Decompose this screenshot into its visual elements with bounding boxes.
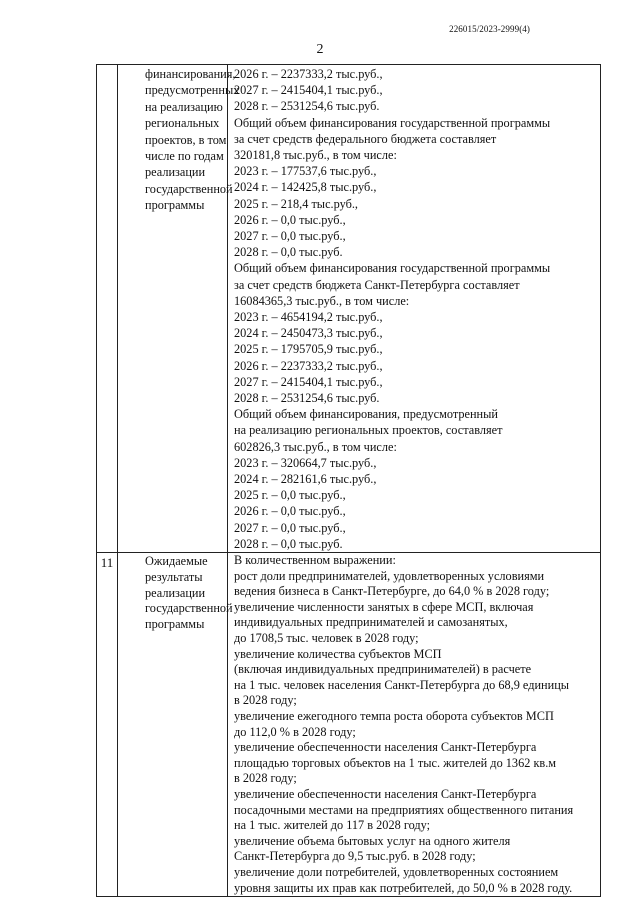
label-line: государственной [145,181,233,196]
label-line: предусмотренных [145,83,240,98]
row-content-text [228,65,600,552]
content-line: Общий объем финансирования, предусмотренный [234,407,498,422]
content-line: 2027 г. – 2415404,1 тыс.руб., [234,83,383,98]
content-line: ведения бизнеса в Санкт-Петербурге, до 64,0 % в 2028 году; [234,584,550,599]
row-label-text [118,65,240,214]
label-line: результаты [145,569,203,584]
content-line: увеличение численности занятых в сфере МСП, включая [234,599,534,614]
row-label-cell [118,65,240,553]
content-line: увеличение объема бытовых услуг на одного жителя [234,833,511,848]
content-line: площадью торговых объектов на 1 тыс. жителей до 1362 кв.м [234,755,557,770]
label-line: Ожидаемые [145,554,208,569]
label-line: финансирования, [145,67,236,81]
content-line: 320181,8 тыс.руб., в том числе: [234,148,397,163]
content-line: 2027 г. – 2415404,1 тыс.руб., [234,374,383,389]
content-line: 2024 г. – 142425,8 тыс.руб., [234,180,377,195]
content-line: уровня защиты их прав как потребителей, до 50,0 % в 2028 году. [234,880,573,895]
program-passport-table [96,64,601,897]
content-line: увеличение доли потребителей, удовлетворенных состоянием [234,864,559,879]
label-line: реализации [145,585,206,600]
content-line: 2028 г. – 2531254,6 тыс.руб. [234,391,380,406]
label-line: проектов, в том [145,132,227,147]
content-line: 2028 г. – 0,0 тыс.руб. [234,245,343,260]
label-line: региональных [145,116,220,131]
content-line: за счет средств федерального бюджета составляет [234,131,497,146]
content-line: увеличение обеспеченности населения Санкт-Петербурга [234,787,537,801]
content-line: увеличение ежегодного темпа роста оборота субъектов МСП [234,709,554,724]
content-line: в 2028 году; [234,693,297,708]
content-line: 2026 г. – 0,0 тыс.руб., [234,504,346,519]
content-line: в 2028 году; [234,771,297,786]
content-line: 2026 г. – 2237333,2 тыс.руб., [234,358,383,373]
content-line: 2027 г. – 0,0 тыс.руб., [234,520,346,535]
content-line: 602826,3 тыс.руб., в том числе: [234,439,397,454]
content-line: 16084365,3 тыс.руб., в том числе: [234,293,410,308]
row-content-cell [228,553,601,897]
content-line: увеличение обеспеченности населения Санкт-Петербурга [234,740,537,755]
row-label-text [118,553,233,633]
content-line: индивидуальных предпринимателей и самозанятых, [234,615,508,630]
content-line: 2027 г. – 0,0 тыс.руб., [234,229,346,244]
table-row [97,553,601,897]
content-line: 2023 г. – 177537,6 тыс.руб., [234,164,377,179]
content-line: 2023 г. – 4654194,2 тыс.руб., [234,310,383,325]
content-line: до 1708,5 тыс. человек в 2028 году; [234,631,419,646]
content-line: 2025 г. – 218,4 тыс.руб., [234,196,358,211]
label-line: на реализацию [145,99,223,114]
content-line: на реализацию региональных проектов, составляет [234,423,503,438]
content-line: 2024 г. – 2450473,3 тыс.руб., [234,326,383,341]
content-line: за счет средств бюджета Санкт-Петербурга составляет [234,277,520,292]
document-id: 226015/2023-2999(4) [449,24,530,34]
content-line: 2026 г. – 0,0 тыс.руб., [234,212,346,227]
content-line: на 1 тыс. человек населения Санкт-Петербурга до 68,9 единицы [234,677,570,692]
content-line: 2025 г. – 1795705,9 тыс.руб., [234,342,383,357]
content-line: увеличение количества субъектов МСП [234,646,442,661]
row-number-cell: 11 [97,553,118,897]
content-line: Общий объем финансирования государственной программы [234,261,551,276]
content-line: 2025 г. – 0,0 тыс.руб., [234,488,346,503]
content-line: рост доли предпринимателей, удовлетворенных условиями [234,568,545,583]
label-line: реализации [145,165,206,180]
label-line: программы [145,198,205,213]
label-line: государственной [145,601,233,616]
content-line: 2028 г. – 2531254,6 тыс.руб. [234,99,380,114]
row-content-text [228,553,600,896]
content-line: (включая индивидуальных предпринимателей) в расчете [234,662,532,677]
content-line: Общий объем финансирования государственной программы [234,115,551,130]
label-line: числе по годам [145,149,224,164]
row-label-cell [118,553,233,897]
content-line: В количественном выражении: [234,553,396,568]
row-content-cell [228,65,601,553]
page-number: 2 [316,42,324,57]
content-line: 2024 г. – 282161,6 тыс.руб., [234,472,377,487]
content-line: 2026 г. – 2237333,2 тыс.руб., [234,67,383,81]
content-line: 2028 г. – 0,0 тыс.руб. [234,536,343,551]
row-number-cell [97,65,118,553]
content-line: посадочными местами на предприятиях общественного питания [234,802,574,817]
content-line: 2023 г. – 320664,7 тыс.руб., [234,455,377,470]
content-line: на 1 тыс. жителей до 117 в 2028 году; [234,818,431,833]
content-line: до 112,0 % в 2028 году; [234,724,356,739]
label-line: программы [145,617,205,632]
table-row [97,65,601,553]
content-line: Санкт-Петербурга до 9,5 тыс.руб. в 2028 году; [234,849,476,864]
